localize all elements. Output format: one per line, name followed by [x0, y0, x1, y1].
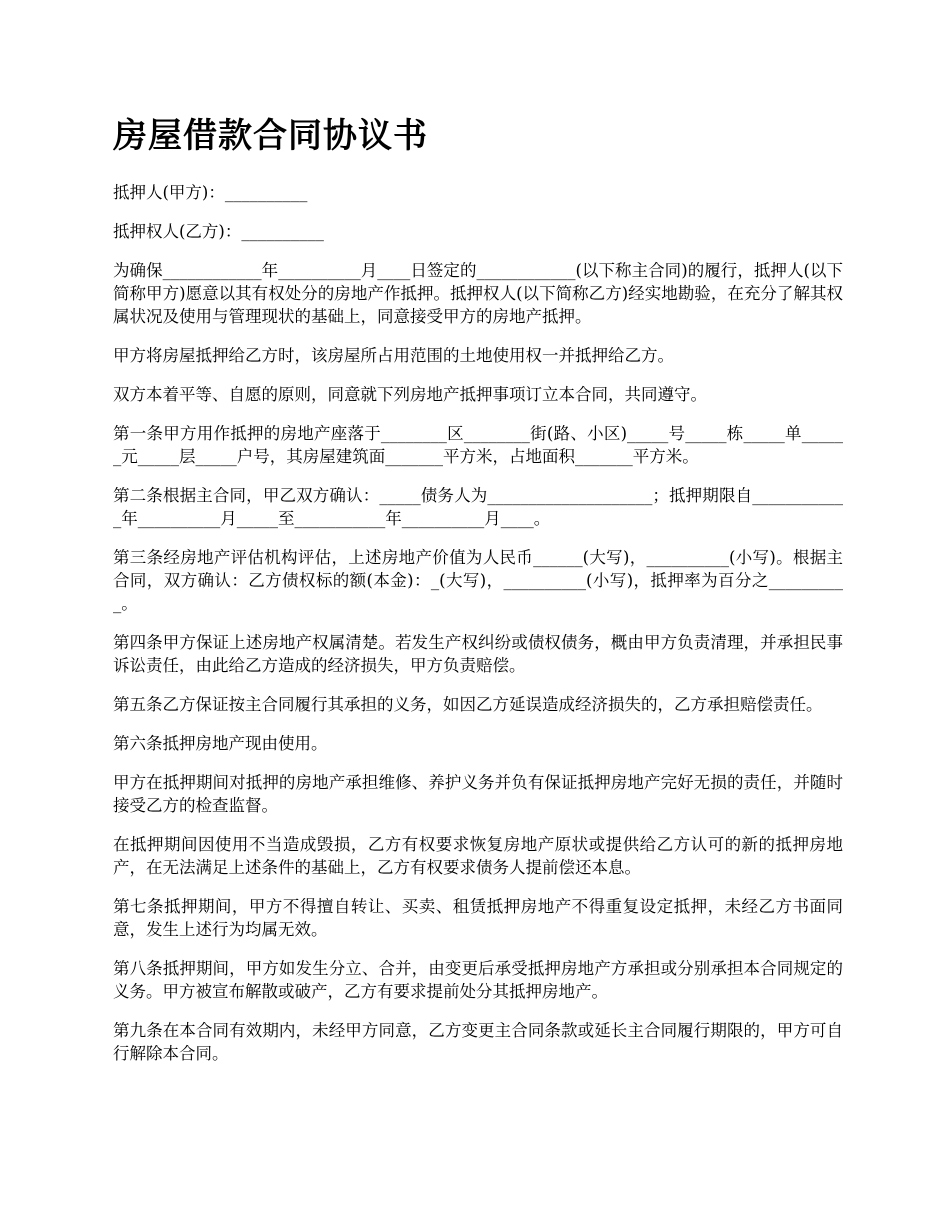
- maintenance-paragraph: 甲方在抵押期间对抵押的房地产承担维修、养护义务并负有保证抵押房地产完好无损的责任，并随时接受乙方的检查监督。: [113, 773, 843, 815]
- mortgagor-line: 抵押人(甲方)：__________: [113, 183, 308, 202]
- article-2: 第二条根据主合同，甲乙双方确认：_____债务人为____________________；抵押期限自____________年__________月_____至___________年__________月____。: [113, 486, 843, 528]
- land-use-paragraph: 甲方将房屋抵押给乙方时，该房屋所占用范围的土地使用权一并抵押给乙方。: [113, 346, 674, 365]
- article-1: 第一条甲方用作抵押的房地产座落于________区________街(路、小区)_____号_____栋_____单______元_____层_____户号，其房屋建筑面_______平方米，占地面积_______平方米。: [113, 424, 843, 466]
- article-8: 第八条抵押期间，甲方如发生分立、合并，由变更后承受抵押房地产方承担或分别承担本合同规定的义务。甲方被宣布解散或破产，乙方有要求提前处分其抵押房地产。: [113, 959, 843, 1001]
- article-9: 第九条在本合同有效期内，未经甲方同意，乙方变更主合同条款或延长主合同履行期限的，甲方可自行解除本合同。: [113, 1021, 843, 1063]
- document-title: 房屋借款合同协议书: [113, 116, 428, 156]
- principle-paragraph: 双方本着平等、自愿的原则，同意就下列房地产抵押事项订立本合同，共同遵守。: [113, 385, 707, 404]
- mortgagee-line: 抵押权人(乙方)：__________: [113, 222, 324, 241]
- article-5: 第五条乙方保证按主合同履行其承担的义务，如因乙方延误造成经济损失的，乙方承担赔偿责任。: [113, 695, 823, 714]
- article-4: 第四条甲方保证上述房地产权属清楚。若发生产权纠纷或债权债务，概由甲方负责清理，并承担民事诉讼责任，由此给乙方造成的经济损失，甲方负责赔偿。: [113, 633, 843, 675]
- preamble-paragraph: 为确保____________年__________月____日签定的____________(以下称主合同)的履行，抵押人(以下简称甲方)愿意以其有权处分的房地产作抵押。抵押权人(以下简称乙方)经实地勘验，在充分了解其权属状况及使用与管理现状的基础上，同意接受甲方的房地产抵押。: [113, 261, 843, 326]
- article-6: 第六条抵押房地产现由使用。: [113, 734, 328, 753]
- damage-paragraph: 在抵押期间因使用不当造成毁损，乙方有权要求恢复房地产原状或提供给乙方认可的新的抵押房地产，在无法满足上述条件的基础上，乙方有权要求债务人提前偿还本息。: [113, 835, 843, 877]
- article-7: 第七条抵押期间，甲方不得擅自转让、买卖、租赁抵押房地产不得重复设定抵押，未经乙方书面同意，发生上述行为均属无效。: [113, 897, 843, 939]
- article-3: 第三条经房地产评估机构评估，上述房地产价值为人民币______(大写)，__________(小写)。根据主合同，双方确认：乙方债权标的额(本金)：_(大写)，__________(小写)，抵押率为百分之__________。: [113, 548, 843, 613]
- document-page: [113, 112, 843, 1081]
